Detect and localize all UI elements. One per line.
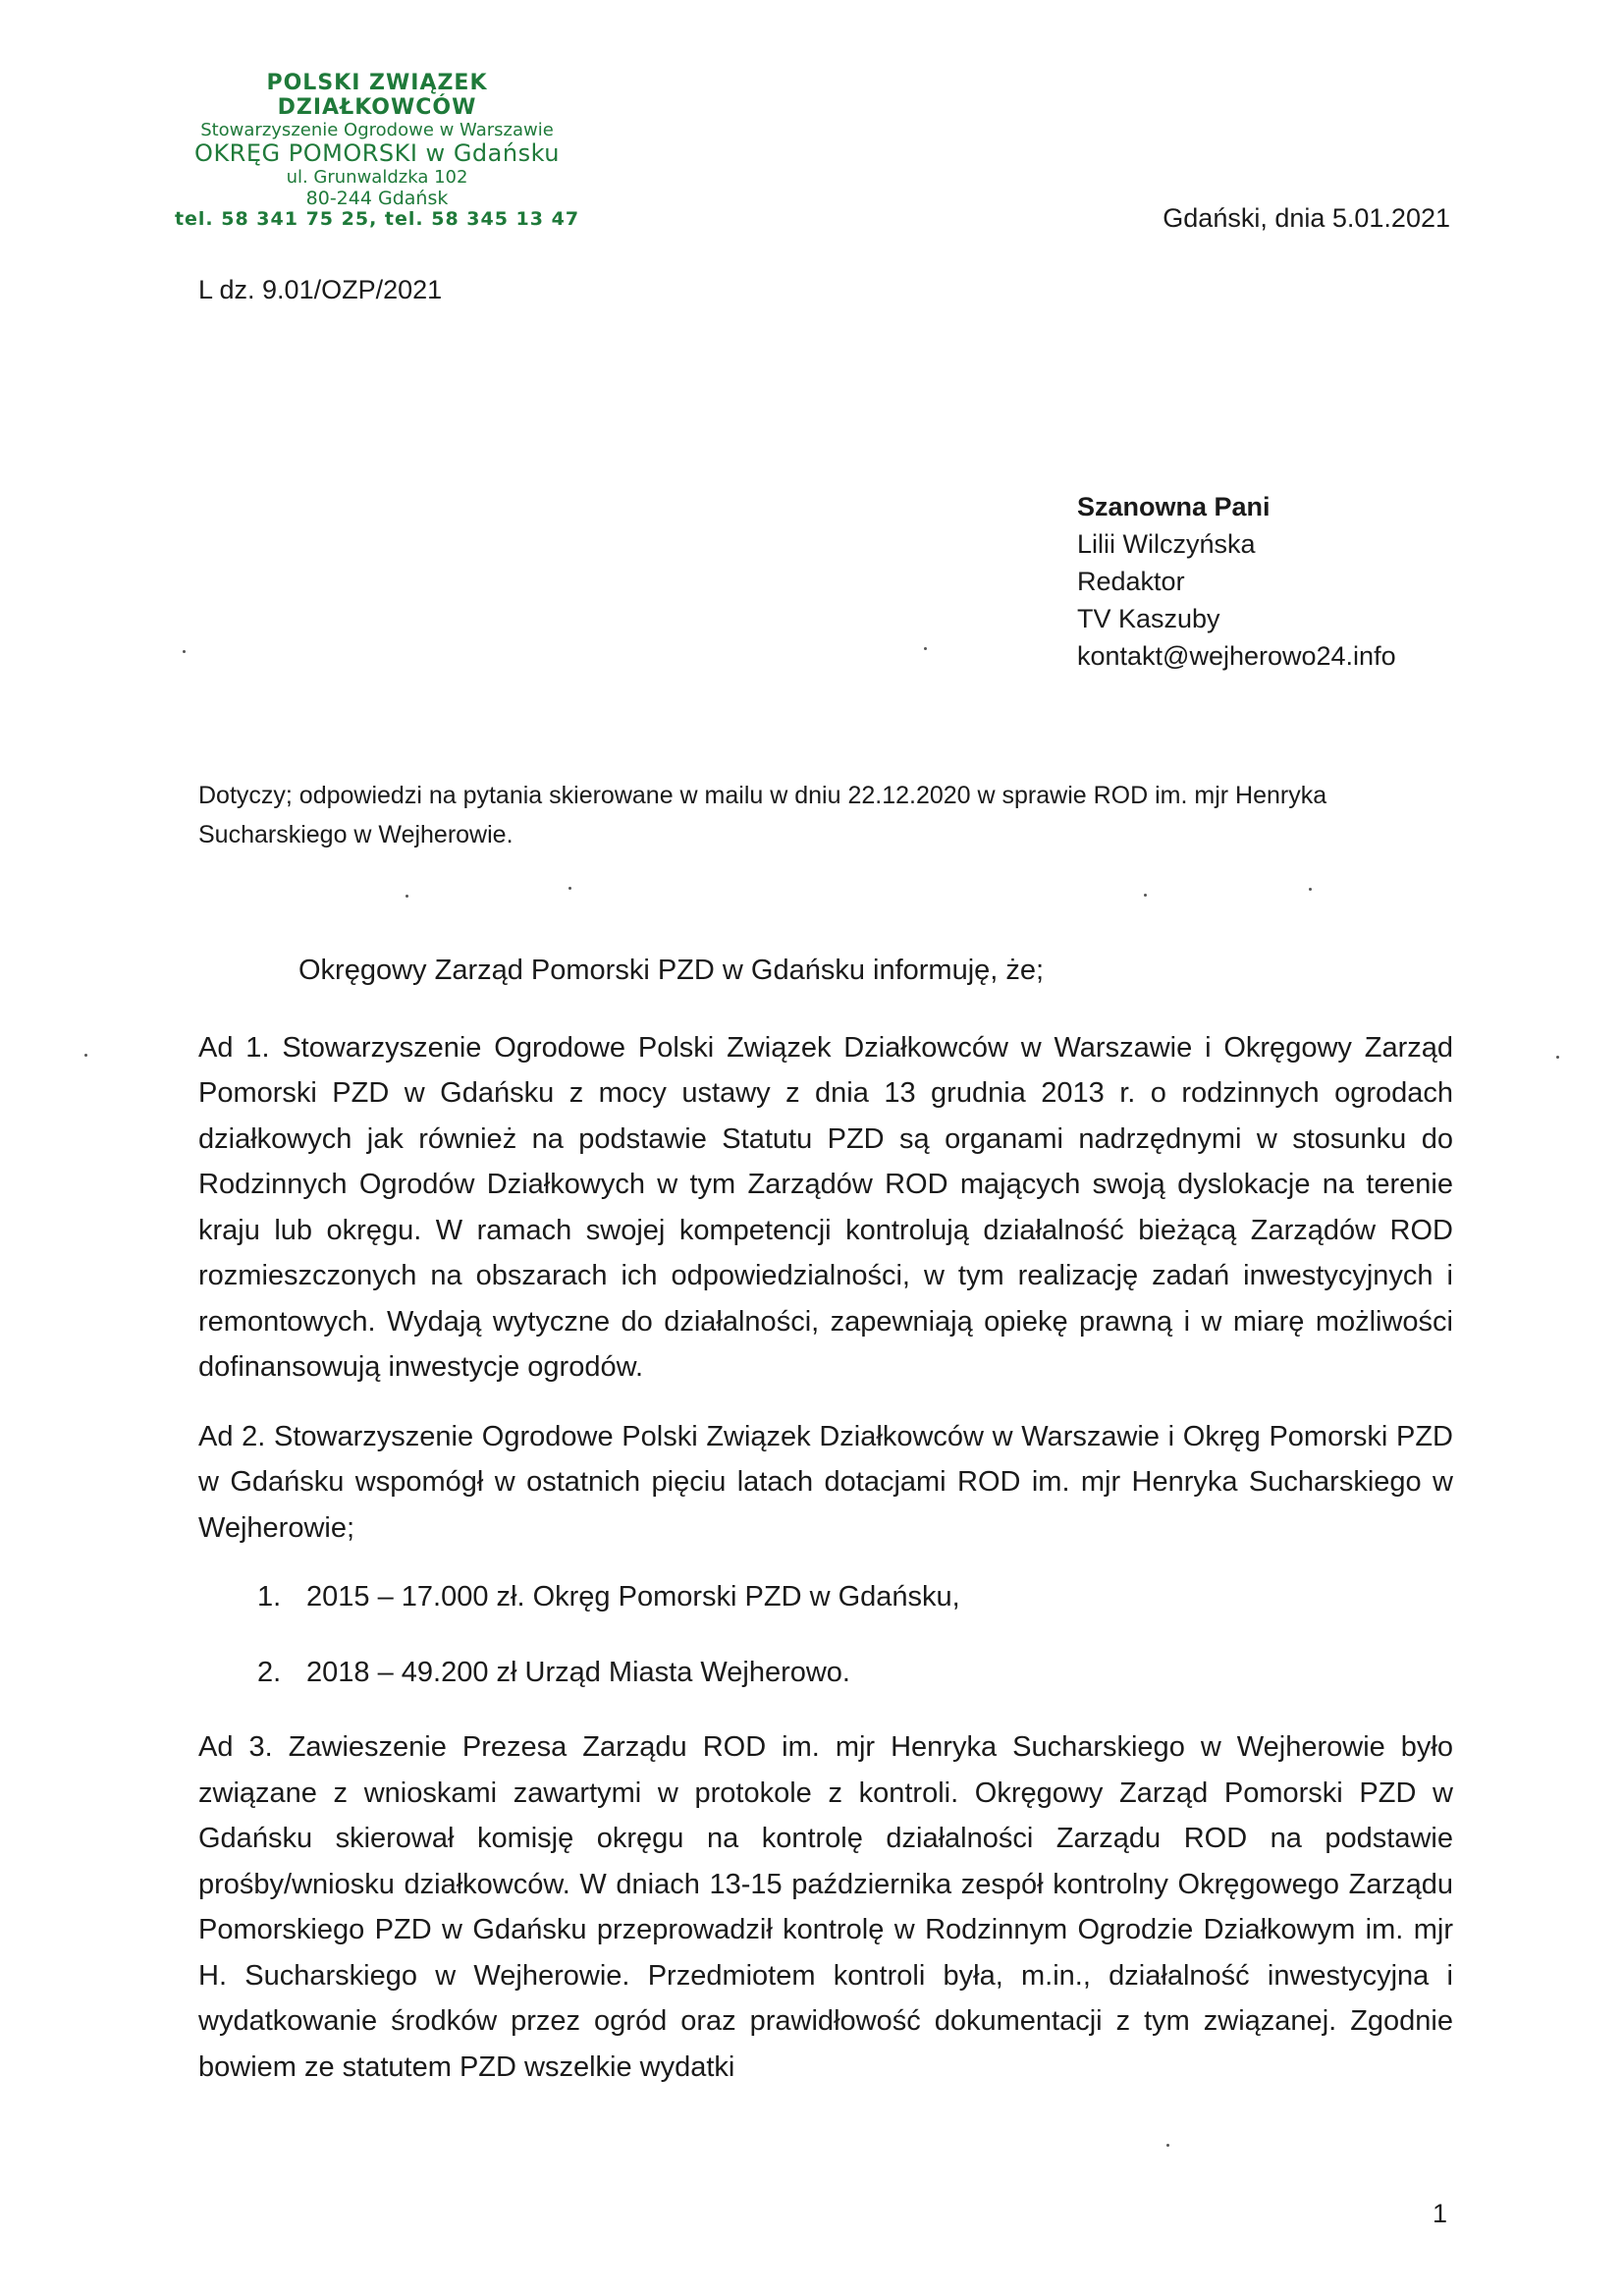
scan-speck — [1144, 894, 1147, 897]
letter-date: Gdański, dnia 5.01.2021 — [1163, 203, 1450, 233]
recipient-name: Lilii Wilczyńska — [1077, 529, 1256, 559]
scan-speck — [84, 1054, 87, 1057]
stamp-line-6: tel. 58 341 75 25, tel. 58 345 13 47 — [174, 208, 580, 231]
list-item-number: 1. — [257, 1581, 282, 1613]
letter-body — [198, 948, 1453, 2113]
recipient-email: kontakt@wejherowo24.info — [1077, 641, 1396, 671]
body-ad-3: Ad 3. Zawieszenie Prezesa Zarządu ROD im. mjr Henryka Sucharskiego w Wejherowie było związane z wnioskami zawartymi w protokole z kontroli. Okręgowy Zarząd Pomorski PZD w Gdańsku skierował komisję okręgu na kontrolę działalności Zarządu ROD na podstawie prośby/wniosku działkowców. W dniach 13-15 października zespół kontrolny Okręgowego Zarządu Pomorskiego PZD w Gdańsku przeprowadził kontrolę w Rodzinnym Ogrodzie Działkowym im. mjr H. Sucharskiego w Wejherowie. Przedmiotem kontroli była, m.in., działalność inwestycyjna i wydatkowanie środków przez ogród oraz prawidłowość dokumentacji z tym związanej. Zgodnie bowiem ze statutem PZD wszelkie wydatki — [198, 1731, 1453, 2083]
scan-speck — [1309, 888, 1312, 891]
recipient-role: Redaktor — [1077, 567, 1185, 596]
list-item-text: 2015 – 17.000 zł. Okręg Pomorski PZD w Gdańsku, — [306, 1581, 960, 1613]
body-ad-2: Ad 2. Stowarzyszenie Ogrodowe Polski Związek Działkowców w Warszawie i Okręg Pomorski PZD w Gdańsku wspomógł w ostatnich pięciu latach dotacjami ROD im. mjr Henryka Sucharskiego w Wejherowie; — [198, 1420, 1453, 1544]
scan-speck — [406, 895, 408, 898]
body-ad-1: Ad 1. Stowarzyszenie Ogrodowe Polski Związek Działkowców w Warszawie i Okręgowy Zarząd Pomorski PZD w Gdańsku z mocy ustawy z dnia 13 grudnia 2013 r. o rodzinnych ogrodach działkowych jak również na podstawie Statutu PZD są organami nadrzędnymi w stosunku do Rodzinnych Ogrodów Działkowych w tym Zarządów ROD mających swoją dyslokacje na terenie kraju lub okręgu. W ramach swojej kompetencji kontrolują działalność bieżącą Zarządów ROD rozmieszczonych na obszarach ich odpowiedzialności, w tym realizację zadań inwestycyjnych i remontowych. Wydają wytyczne do działalności, zapewniają opiekę prawną i w miarę możliwości dofinansowują inwestycje ogrodów. — [198, 1031, 1453, 1383]
list-item-text: 2018 – 49.200 zł Urząd Miasta Wejherowo. — [306, 1656, 850, 1688]
scan-speck — [568, 887, 571, 890]
stamp-line-1: POLSKI ZWIĄZEK DZIAŁKOWCÓW — [266, 71, 488, 121]
recipient-block — [1077, 488, 1396, 675]
stamp-line-2: Stowarzyszenie Ogrodowe w Warszawie — [200, 119, 554, 140]
organization-stamp — [171, 71, 583, 231]
stamp-line-3: OKRĘG POMORSKI w Gdańsku — [194, 139, 560, 168]
list-item — [198, 1574, 1453, 1620]
stamp-line-4: ul. Grunwaldzka 102 — [286, 166, 468, 188]
recipient-organization: TV Kaszuby — [1077, 604, 1220, 633]
reference-number: L dz. 9.01/OZP/2021 — [198, 275, 443, 304]
scan-speck — [183, 650, 186, 653]
stamp-line-5: 80-244 Gdańsk — [305, 187, 449, 209]
body-intro: Okręgowy Zarząd Pomorski PZD w Gdańsku informuję, że; — [298, 955, 1045, 986]
scan-speck — [924, 647, 927, 650]
grants-list — [198, 1574, 1453, 1695]
list-item-number: 2. — [257, 1656, 282, 1688]
list-item — [198, 1650, 1453, 1696]
recipient-salutation: Szanowna Pani — [1077, 492, 1271, 521]
page-number: 1 — [1433, 2199, 1448, 2228]
letter-subject: Dotyczy; odpowiedzi na pytania skierowane w mailu w dniu 22.12.2020 w sprawie ROD im. mjr Henryka Sucharskiego w Wejherowie. — [198, 782, 1327, 848]
scan-speck — [1556, 1056, 1559, 1059]
scan-speck — [1166, 2144, 1169, 2147]
